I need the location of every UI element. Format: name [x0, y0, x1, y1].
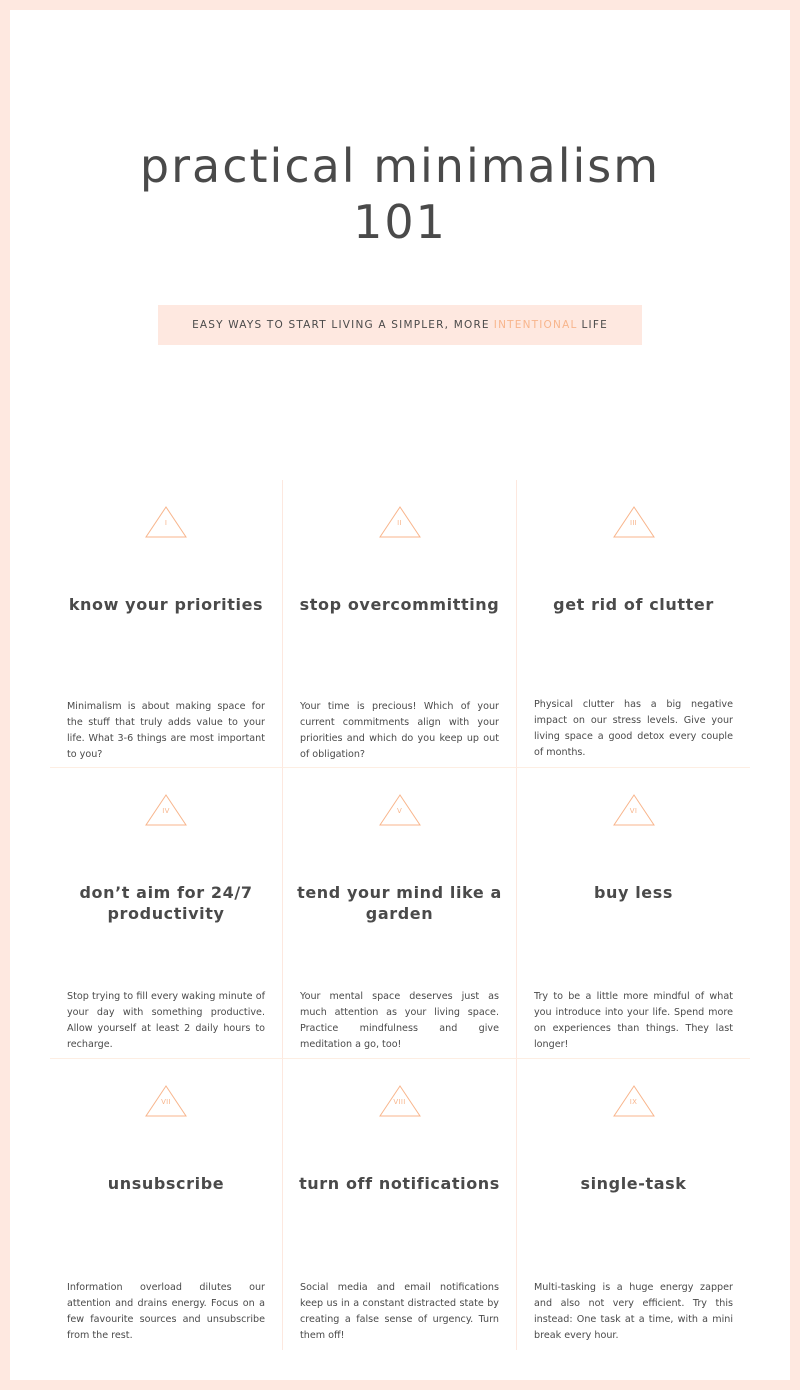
- tip-body: Information overload dilutes our attention and drains energy. Focus on a few favourite sources and unsubscribe from the rest.: [67, 1282, 265, 1341]
- tip-body: Minimalism is about making space for the stuff that truly adds value to your life. What 3-6 things are most important to you?: [67, 701, 265, 760]
- triangle-icon: [379, 506, 421, 538]
- tip-title: buy less: [593, 883, 674, 902]
- tip-title: unsubscribe: [107, 1174, 225, 1193]
- tip-body: Multi-tasking is a huge energy zapper and also not very efficient. Try this instead: One task at a time, with a mini break every hour.: [534, 1282, 733, 1341]
- tip-numeral: I: [164, 519, 168, 527]
- tip-numeral: II: [397, 519, 402, 527]
- tip-numeral: VIII: [393, 1098, 406, 1106]
- page-title: [10, 138, 790, 250]
- tip-numeral: VII: [161, 1098, 171, 1106]
- tip-numeral: IX: [629, 1098, 638, 1106]
- tip-title: tend your mind like a garden: [297, 883, 502, 923]
- triangle-icon: [145, 794, 187, 826]
- tip-card-7: [50, 1059, 283, 1350]
- tip-card-2: [283, 480, 517, 768]
- tip-numeral: V: [396, 807, 403, 815]
- tip-title: know your priorities: [68, 595, 264, 614]
- subtitle-text-after: LIFE: [581, 319, 608, 331]
- subtitle-text-before: EASY WAYS TO START LIVING A SIMPLER, MORE: [192, 319, 490, 331]
- tip-card-8: [283, 1059, 517, 1350]
- triangle-icon: [145, 506, 187, 538]
- title-line-2: 101: [353, 195, 447, 249]
- tips-grid: [50, 480, 750, 1350]
- triangle-icon: [145, 1085, 187, 1117]
- tip-body: Your mental space deserves just as much attention as your living space. Practice mindfulness and give meditation a go, too!: [300, 991, 499, 1050]
- tip-card-6: [517, 768, 750, 1059]
- tip-card-3: [517, 480, 750, 768]
- tip-card-1: [50, 480, 283, 768]
- tip-numeral: III: [629, 519, 638, 527]
- tip-numeral: IV: [162, 807, 170, 815]
- tip-body: Physical clutter has a big negative impact on our stress levels. Give your living space a good detox every couple of months.: [534, 699, 733, 758]
- triangle-icon: [613, 1085, 655, 1117]
- tip-card-5: [283, 768, 517, 1059]
- triangle-icon: [613, 506, 655, 538]
- tip-numeral: VI: [629, 807, 638, 815]
- page-frame: [10, 10, 790, 1380]
- subtitle-banner: [158, 305, 642, 345]
- subtitle-accent-word: INTENTIONAL: [493, 319, 578, 331]
- triangle-icon: [379, 794, 421, 826]
- tip-body: Your time is precious! Which of your current commitments align with your priorities and which do you keep up out of obligation?: [300, 701, 499, 760]
- title-line-1: practical minimalism: [139, 139, 661, 193]
- tip-title: don’t aim for 24/7 productivity: [79, 883, 253, 923]
- triangle-icon: [613, 794, 655, 826]
- tip-card-4: [50, 768, 283, 1059]
- tip-body: Stop trying to fill every waking minute of your day with something productive. Allow yourself at least 2 daily hours to recharge.: [67, 991, 265, 1050]
- tip-body: Try to be a little more mindful of what you introduce into your life. Spend more on experiences than things. They last longer!: [534, 991, 733, 1050]
- tip-title: get rid of clutter: [553, 595, 714, 614]
- tip-title: turn off notifications: [299, 1174, 500, 1193]
- tip-title: single-task: [580, 1174, 687, 1193]
- tip-card-9: [517, 1059, 750, 1350]
- triangle-icon: [379, 1085, 421, 1117]
- tip-title: stop overcommitting: [299, 595, 500, 614]
- tip-body: Social media and email notifications keep us in a constant distracted state by creating a false sense of urgency. Turn them off!: [300, 1282, 499, 1341]
